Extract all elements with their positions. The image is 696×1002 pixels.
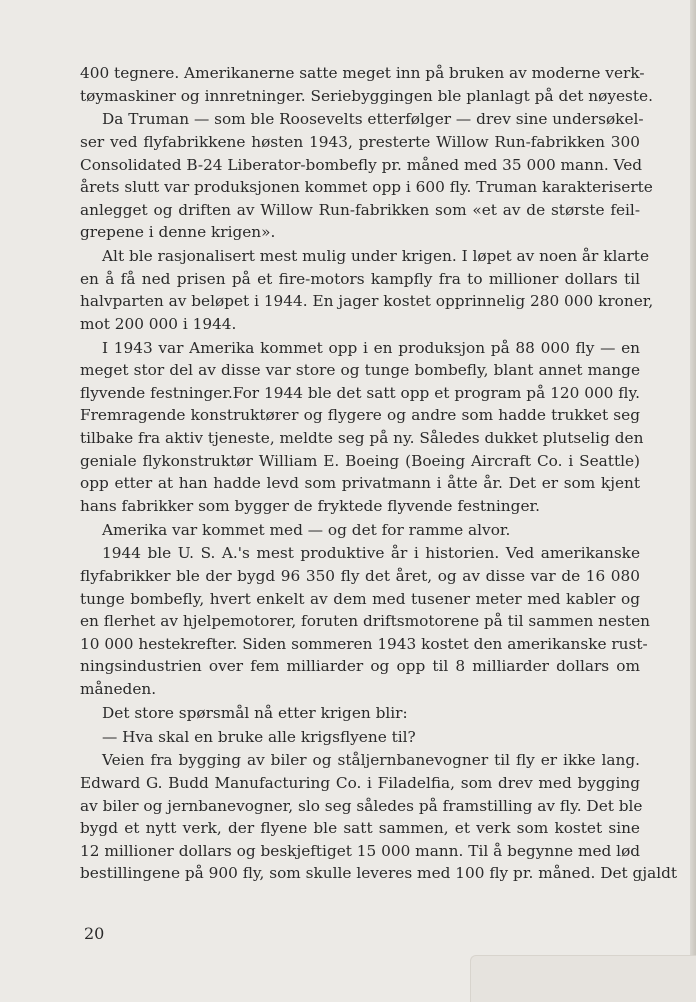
- text-line: geniale flykonstruktør William E. Boeing (Boeing Aircraft Co. i Seattle): [80, 451, 640, 470]
- text-line: ser ved flyfabrikkene høsten 1943, presterte Willow Run-fabrikken 300: [80, 132, 640, 151]
- page-edge: [690, 0, 696, 1001]
- text-line: Da Truman — som ble Roosevelts etterfølger — drev sine undersøkel-: [102, 110, 644, 129]
- text-line: hans fabrikker som bygger de fryktede flyvende festninger.: [80, 496, 540, 515]
- text-block: [80, 62, 678, 885]
- text-line: 400 tegnere. Amerikanerne satte meget inn på bruken av moderne verk-: [80, 64, 645, 82]
- text-line: av biler og jernbanevogner, slo seg således på framstilling av fly. Det ble: [80, 796, 643, 815]
- text-line: Edward G. Budd Manufacturing Co. i Filadelfia, som drev med bygging: [80, 773, 640, 792]
- text-line: ningsindustrien over fem milliarder og opp til 8 milliarder dollars om: [80, 657, 640, 676]
- text-line: måneden.: [80, 679, 157, 698]
- text-line: Veien fra bygging av biler og ståljernbanevogner til fly er ikke lang.: [102, 751, 640, 770]
- text-line: tøymaskiner og innretninger. Seriebyggingen ble planlagt på det nøyeste.: [80, 86, 653, 105]
- text-line: Amerika var kommet med — og det for ramme alvor.: [102, 520, 511, 539]
- text-line: tilbake fra aktiv tjeneste, meldte seg på ny. Således dukket plutselig den: [80, 429, 644, 448]
- text-line: en flerhet av hjelpemotorer, foruten driftsmotorene på til sammen nesten: [80, 612, 650, 631]
- text-line: bestillingene på 900 fly, som skulle leveres med 100 fly pr. måned. Det gjaldt: [80, 864, 678, 883]
- text-line: — Hva skal en bruke alle krigsflyene til?: [102, 727, 416, 746]
- text-line: en å få ned prisen på et fire-motors kampfly fra to millioner dollars til: [80, 269, 640, 288]
- text-line: 12 millioner dollars og beskjeftiget 15 000 mann. Til å begynne med lød: [80, 841, 641, 860]
- text-line: 10 000 hestekrefter. Siden sommeren 1943 kostet den amerikanske rust-: [80, 634, 648, 653]
- text-line: mot 200 000 i 1944.: [80, 314, 237, 333]
- text-line: Consolidated B-24 Liberator-bombefly pr. måned med 35 000 mann. Ved: [80, 155, 643, 174]
- text-line: grepene i denne krigen».: [80, 223, 276, 242]
- text-line: bygd et nytt verk, der flyene ble satt sammen, et verk som kostet sine: [80, 819, 640, 838]
- text-line: Det store spørsmål nå etter krigen blir:: [102, 703, 408, 722]
- text-line: flyvende festninger.For 1944 ble det satt opp et program på 120 000 fly.: [80, 383, 640, 402]
- text-line: opp etter at han hadde levd som privatmann i åtte år. Det er som kjent: [80, 474, 640, 493]
- text-line: I 1943 var Amerika kommet opp i en produksjon på 88 000 fly — en: [102, 338, 640, 357]
- page-number: 20: [84, 924, 105, 943]
- text-line: årets slutt var produksjonen kommet opp i 600 fly. Truman karakteriserte: [80, 178, 653, 197]
- text-line: tunge bombefly, hvert enkelt av dem med tusener meter med kabler og: [80, 589, 640, 608]
- page-corner-mark: [470, 955, 696, 1002]
- text-line: Alt ble rasjonalisert mest mulig under krigen. I løpet av noen år klarte: [102, 247, 649, 266]
- text-line: Fremragende konstruktører og flygere og andre som hadde trukket seg: [80, 406, 640, 425]
- text-line: anlegget og driften av Willow Run-fabrikken som «et av de største feil-: [80, 200, 640, 219]
- text-line: halvparten av beløpet i 1944. En jager kostet opprinnelig 280 000 kroner,: [80, 292, 654, 311]
- text-line: flyfabrikker ble der bygd 96 350 fly det året, og av disse var de 16 080: [80, 567, 640, 585]
- text-line: 1944 ble U. S. A.'s mest produktive år i historien. Ved amerikanske: [102, 544, 640, 563]
- text-line: meget stor del av disse var store og tunge bombefly, blant annet mange: [80, 361, 640, 380]
